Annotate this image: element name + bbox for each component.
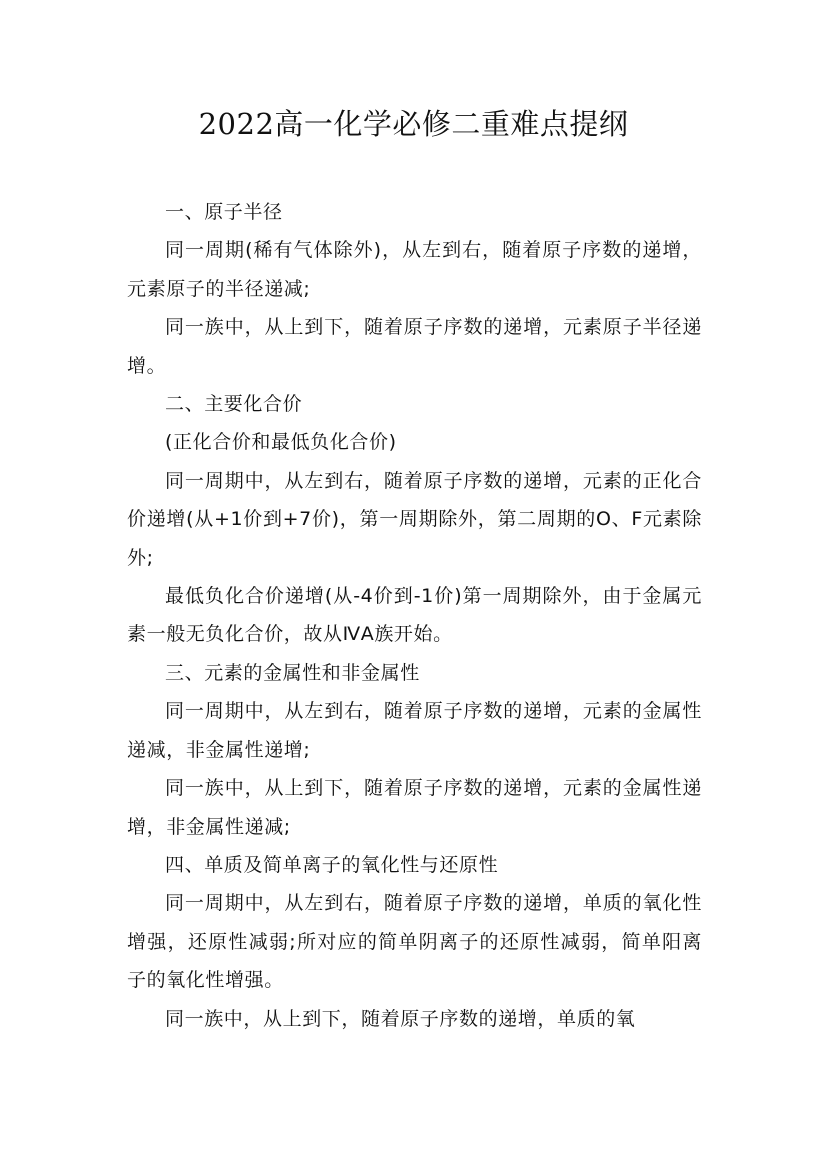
- paragraph: 同一族中，从上到下，随着原子序数的递增，元素原子半径递增。: [127, 316, 702, 377]
- section-heading-redox: 四、单质及简单离子的氧化性与还原性: [165, 853, 499, 876]
- paragraph: 同一周期中，从左到右，随着原子序数的递增，单质的氧化性增强，还原性减弱;所对应的简单阴离子的还原性减弱，简单阳离子的氧化性增强。: [127, 892, 702, 992]
- paragraph: 同一族中，从上到下，随着原子序数的递增，单质的氧: [165, 1007, 636, 1030]
- document-title: 2022高一化学必修二重难点提纲: [198, 107, 629, 141]
- paragraph: (正化合价和最低负化合价): [165, 431, 397, 454]
- paragraph: 同一周期(稀有气体除外)，从左到右，随着原子序数的递增，元素原子的半径递减;: [127, 239, 702, 300]
- document-body: [127, 193, 702, 1038]
- paragraph: 同一周期中，从左到右，随着原子序数的递增，元素的正化合价递增(从+1价到+7价)，第一周期除外，第二周期的O、F元素除外;: [127, 469, 702, 569]
- paragraph: 最低负化合价递增(从-4价到-1价)第一周期除外，由于金属元素一般无负化合价，故从ⅣA族开始。: [127, 585, 702, 646]
- section-heading-atomic-radius: 一、原子半径: [165, 201, 283, 223]
- section-heading-valence: 二、主要化合价: [165, 393, 303, 416]
- paragraph: 同一族中，从上到下，随着原子序数的递增，元素的金属性递增，非金属性递减;: [127, 777, 702, 838]
- paragraph: 同一周期中，从左到右，随着原子序数的递增，元素的金属性递减，非金属性递增;: [127, 700, 702, 761]
- section-heading-metallicity: 三、元素的金属性和非金属性: [165, 661, 420, 684]
